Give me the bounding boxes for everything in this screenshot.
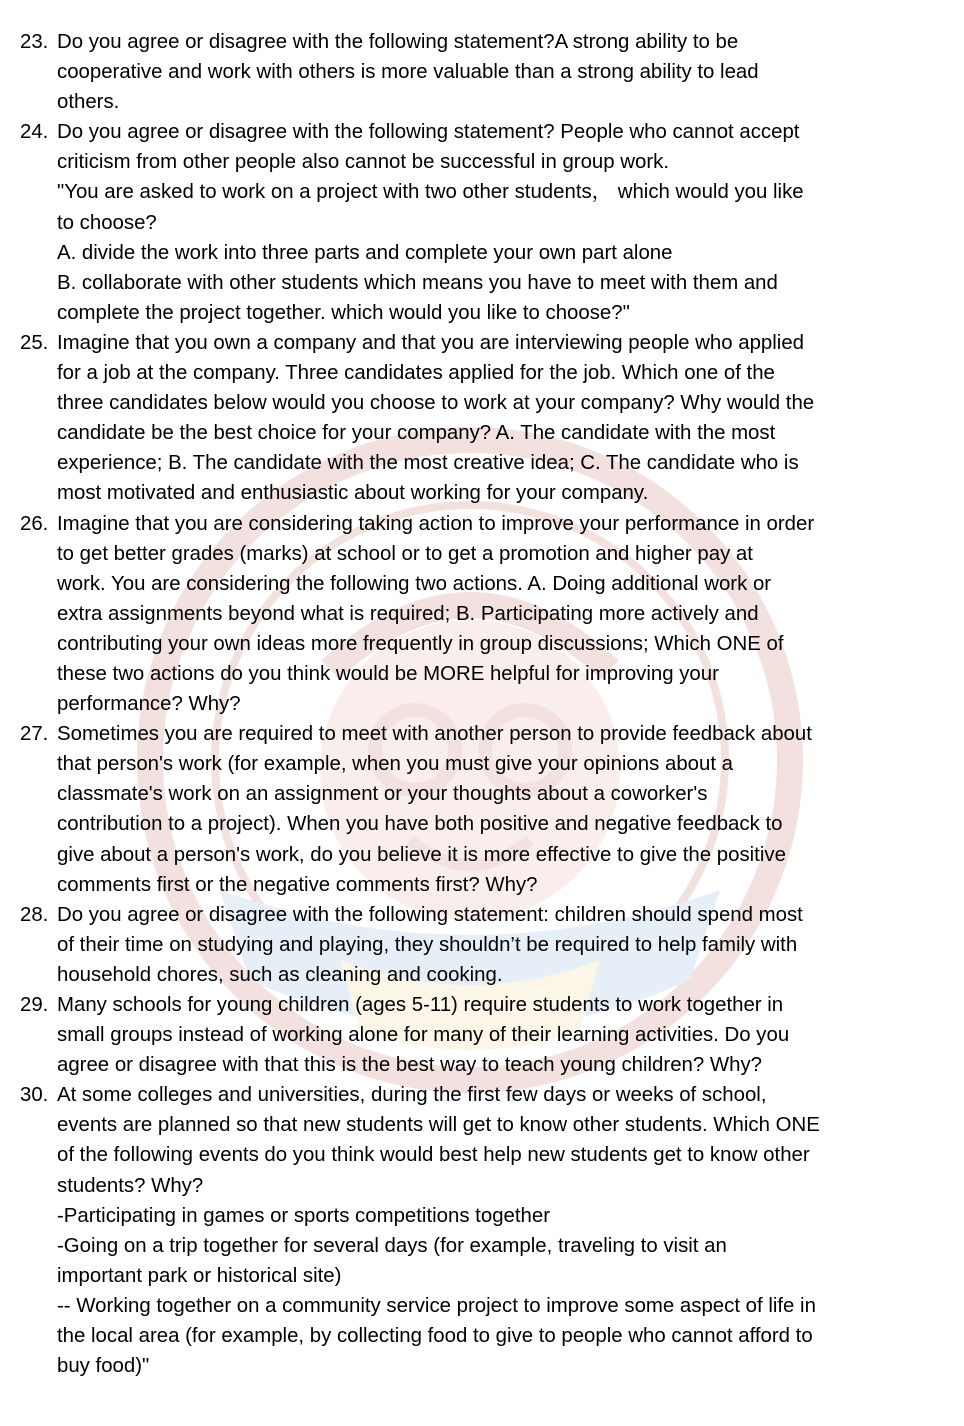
question-line: contribution to a project). When you have both positive and negative feedback to <box>57 813 783 836</box>
question-text <box>57 900 934 990</box>
question-text <box>57 1080 934 1381</box>
question-text <box>57 117 934 328</box>
question-number: 30. <box>20 1084 49 1107</box>
question-number: 27. <box>20 723 49 746</box>
question-line: Imagine that you own a company and that you are interviewing people who applied <box>57 331 805 354</box>
question-line: small groups instead of working alone for many of their learning activities. Do you <box>57 1024 790 1047</box>
question-line: work. You are considering the following two actions. A. Doing additional work or <box>57 572 772 595</box>
question-line: -Going on a trip together for several days (for example, traveling to visit an <box>57 1234 727 1257</box>
question-line: Do you agree or disagree with the following statement?A strong ability to be <box>57 31 739 53</box>
question-line: students? Why? <box>57 1174 204 1197</box>
question-number: 23. <box>20 31 49 53</box>
question-item <box>20 990 934 1080</box>
question-line: performance? Why? <box>57 693 241 716</box>
question-line: experience; B. The candidate with the most creative idea; C. The candidate who is <box>57 452 799 475</box>
question-line: cooperative and work with others is more valuable than a strong ability to lead <box>57 61 759 84</box>
question-line: classmate's work on an assignment or your thoughts about a coworker's <box>57 783 708 806</box>
question-line: most motivated and enthusiastic about working for your company. <box>57 482 649 505</box>
question-number: 25. <box>20 331 49 354</box>
question-item <box>20 1080 934 1381</box>
question-number: 29. <box>20 994 49 1016</box>
question-item <box>20 719 934 900</box>
question-item <box>20 117 934 328</box>
question-line: Many schools for young children (ages 5-11) require students to work together in <box>57 994 784 1016</box>
question-line: others. <box>57 91 120 114</box>
question-number: 28. <box>20 903 49 926</box>
question-line: of the following events do you think would best help new students get to know other <box>57 1144 810 1167</box>
question-line: give about a person's work, do you believe it is more effective to give the positive <box>57 843 786 866</box>
question-line: events are planned so that new students will get to know other students. Which ONE <box>57 1114 820 1137</box>
question-line: Sometimes you are required to meet with another person to provide feedback about <box>57 723 812 746</box>
question-line: buy food)" <box>57 1355 150 1378</box>
question-line: contributing your own ideas more frequently in group discussions; Which ONE of <box>57 632 784 655</box>
question-line: -- Working together on a community service project to improve some aspect of life in <box>57 1294 816 1317</box>
question-line: complete the project together. which would you like to choose?" <box>57 301 630 324</box>
question-text <box>57 27 934 117</box>
question-line: criticism from other people also cannot be successful in group work. <box>57 151 669 174</box>
question-line: Do you agree or disagree with the following statement: children should spend most <box>57 903 803 926</box>
question-line: Do you agree or disagree with the following statement? People who cannot accept <box>57 121 800 144</box>
question-line: to get better grades (marks) at school or to get a promotion and higher pay at <box>57 542 753 565</box>
question-line: agree or disagree with that this is the best way to teach young children? Why? <box>57 1054 763 1077</box>
question-line: comments first or the negative comments first? Why? <box>57 873 538 896</box>
question-number: 24. <box>20 121 49 144</box>
question-item <box>20 509 934 720</box>
question-line: A. divide the work into three parts and complete your own part alone <box>57 241 673 264</box>
question-line: Imagine that you are considering taking action to improve your performance in order <box>57 512 815 535</box>
question-line: three candidates below would you choose to work at your company? Why would the <box>57 392 815 415</box>
question-line: candidate be the best choice for your company? A. The candidate with the most <box>57 422 776 445</box>
question-item <box>20 900 934 990</box>
question-text <box>57 719 934 900</box>
question-line: B. collaborate with other students which means you have to meet with them and <box>57 271 778 294</box>
question-list <box>20 27 934 1381</box>
question-line: to choose? <box>57 211 157 234</box>
question-text <box>57 509 934 720</box>
question-line: "You are asked to work on a project with two other students， which would you like <box>57 181 804 204</box>
question-line: the local area (for example, by collecting food to give to people who cannot afford to <box>57 1325 813 1348</box>
question-text <box>57 990 934 1080</box>
question-line: of their time on studying and playing, they shouldn’t be required to help family with <box>57 933 798 956</box>
question-line: -Participating in games or sports competitions together <box>57 1204 551 1227</box>
question-item <box>20 27 934 117</box>
question-line: these two actions do you think would be MORE helpful for improving your <box>57 662 719 685</box>
question-line: household chores, such as cleaning and cooking. <box>57 963 503 986</box>
question-line: At some colleges and universities, during the first few days or weeks of school, <box>57 1084 767 1107</box>
question-line: important park or historical site) <box>57 1264 342 1287</box>
question-line: for a job at the company. Three candidates applied for the job. Which one of the <box>57 362 775 385</box>
question-line: that person's work (for example, when you must give your opinions about a <box>57 753 734 776</box>
question-line: extra assignments beyond what is required; B. Participating more actively and <box>57 602 759 625</box>
question-item <box>20 328 934 509</box>
question-number: 26. <box>20 512 49 535</box>
question-text <box>57 328 934 509</box>
